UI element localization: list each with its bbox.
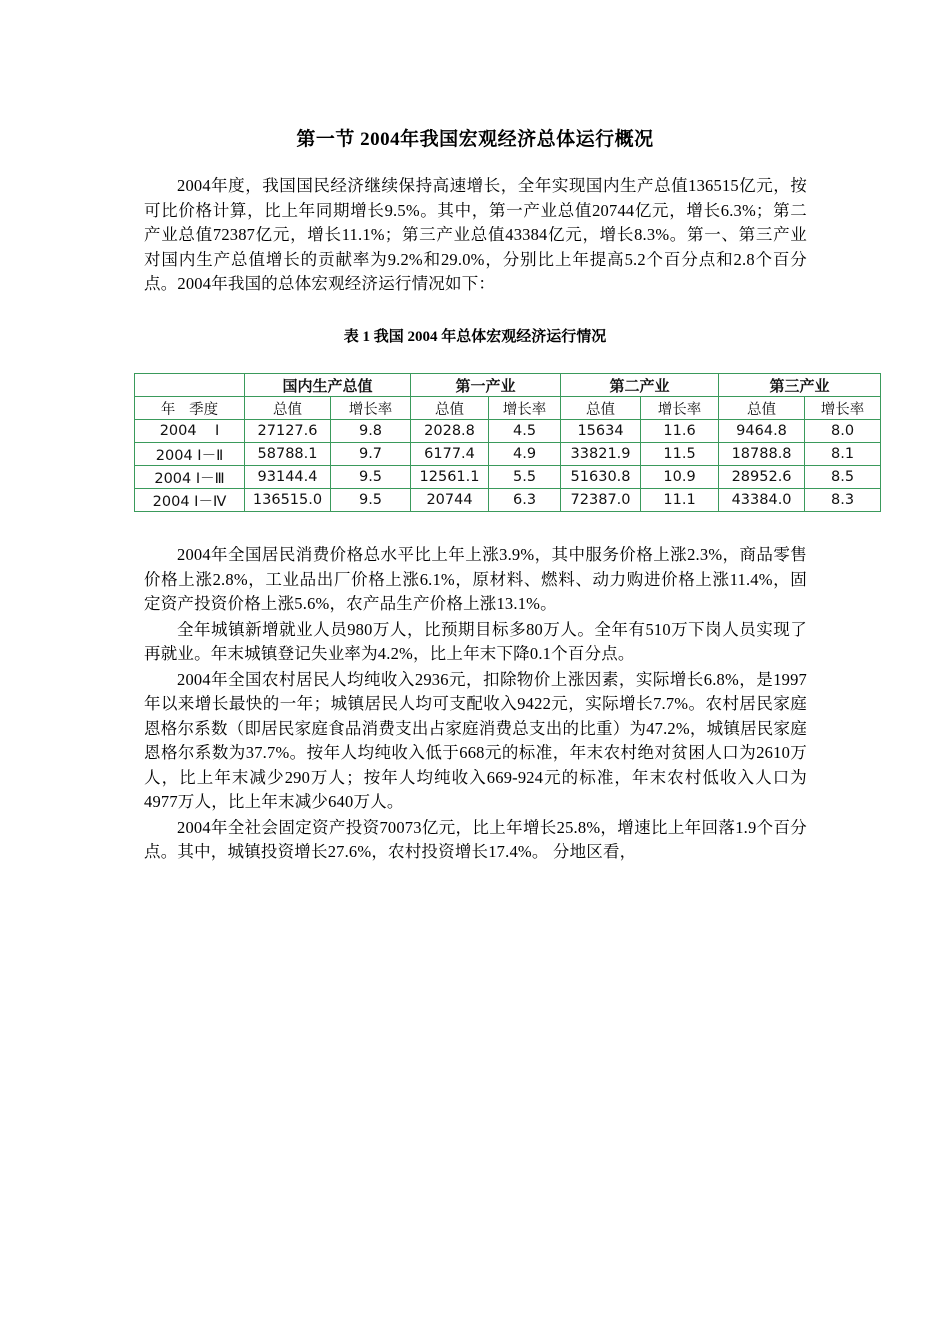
table-row: [135, 443, 881, 466]
sub-header: 总值: [245, 397, 331, 420]
table-cell: 11.6: [641, 420, 719, 443]
table-cell: 9464.8: [719, 420, 805, 443]
sub-header: 总值: [411, 397, 489, 420]
period-cell: 2004 Ⅰ－Ⅳ: [135, 489, 245, 512]
paragraph-income: 2004年全国农村居民人均纯收入2936元，扣除物价上涨因素，实际增长6.8%，是1997年以来增长最快的一年；城镇居民人均可支配收入9422元，实际增长7.7%。农村居民家庭恩格尔系数（即居民家庭食品消费支出占家庭消费总支出的比重）为47.2%，城镇居民家庭恩格尔系数为37.7%。按年人均纯收入低于668元的标准，年末农村绝对贫困人口为2610万人，比上年末减少290万人；按年人均纯收入669-924元的标准，年末农村低收入人口为4977万人，比上年末减少640万人。: [144, 669, 807, 811]
table-cell: 4.9: [489, 443, 561, 466]
table-cell: 136515.0: [245, 489, 331, 512]
sub-header: 总值: [719, 397, 805, 420]
table-cell: 15634: [561, 420, 641, 443]
table-cell: 28952.6: [719, 466, 805, 489]
row-header-label: 年 季度: [135, 397, 245, 420]
table-cell: 51630.8: [561, 466, 641, 489]
table-cell: 58788.1: [245, 443, 331, 466]
intro-block: [144, 174, 807, 297]
group-header-row: [135, 374, 881, 397]
corner-cell: [135, 374, 245, 397]
table-cell: 11.5: [641, 443, 719, 466]
table-caption: 表 1 我国 2004 年总体宏观经济运行情况: [343, 329, 607, 345]
body-text: [144, 543, 807, 866]
sub-header: 增长率: [331, 397, 411, 420]
table-row: [135, 489, 881, 512]
sub-header: 增长率: [805, 397, 881, 420]
table-cell: 8.1: [805, 443, 881, 466]
paragraph-investment: 2004年全社会固定资产投资70073亿元，比上年增长25.8%，增速比上年回落1.9个百分点。其中，城镇投资增长27.6%，农村投资增长17.4%。 分地区看，: [144, 817, 807, 861]
table-cell: 6177.4: [411, 443, 489, 466]
table-cell: 72387.0: [561, 489, 641, 512]
period-cell: 2004 Ⅰ－Ⅱ: [135, 443, 245, 466]
table-cell: 2028.8: [411, 420, 489, 443]
table-cell: 5.5: [489, 466, 561, 489]
table-cell: 10.9: [641, 466, 719, 489]
table-cell: 6.3: [489, 489, 561, 512]
paragraph-employment: 全年城镇新增就业人员980万人，比预期目标多80万人。全年有510万下岗人员实现了再就业。年末城镇登记失业率为4.2%，比上年末下降0.1个百分点。: [144, 619, 807, 663]
sub-header: 总值: [561, 397, 641, 420]
table-cell: 18788.8: [719, 443, 805, 466]
sub-header: 增长率: [489, 397, 561, 420]
table-cell: 8.3: [805, 489, 881, 512]
table-cell: 33821.9: [561, 443, 641, 466]
table-cell: 4.5: [489, 420, 561, 443]
intro-paragraph: 2004年度，我国国民经济继续保持高速增长，全年实现国内生产总值136515亿元，按可比价格计算，比上年同期增长9.5%。其中，第一产业总值20744亿元，增长6.3%；第二产业总值72387亿元，增长11.1%；第三产业总值43384亿元，增长8.3%。第一、第三产业对国内生产总值增长的贡献率为9.2%和29.0%，分别比上年提高5.2个百分点和2.8个百分点。2004年我国的总体宏观经济运行情况如下：: [144, 176, 807, 293]
group-header-tertiary: 第三产业: [719, 374, 881, 397]
paragraph-prices: 2004年全国居民消费价格总水平比上年上涨3.9%，其中服务价格上涨2.3%，商品零售价格上涨2.8%，工业品出厂价格上涨6.1%，原材料、燃料、动力购进价格上涨11.4%，固定资产投资价格上涨5.6%，农产品生产价格上涨13.1%。: [144, 545, 807, 613]
table-cell: 43384.0: [719, 489, 805, 512]
table-cell: 9.8: [331, 420, 411, 443]
section-title: 第一节 2004年我国宏观经济总体运行概况: [296, 129, 654, 150]
group-header-gdp: 国内生产总值: [245, 374, 411, 397]
table-cell: 8.5: [805, 466, 881, 489]
table-cell: 20744: [411, 489, 489, 512]
macro-economy-table: [134, 373, 881, 512]
table-row: [135, 420, 881, 443]
table-cell: 9.5: [331, 489, 411, 512]
sub-header: 增长率: [641, 397, 719, 420]
table-cell: 27127.6: [245, 420, 331, 443]
table-cell: 93144.4: [245, 466, 331, 489]
table-cell: 9.7: [331, 443, 411, 466]
table-cell: 11.1: [641, 489, 719, 512]
group-header-primary: 第一产业: [411, 374, 561, 397]
period-cell: 2004 Ⅰ－Ⅲ: [135, 466, 245, 489]
sub-header-row: [135, 397, 881, 420]
table-row: [135, 466, 881, 489]
period-cell: 2004 Ⅰ: [135, 420, 245, 443]
table-cell: 8.0: [805, 420, 881, 443]
group-header-secondary: 第二产业: [561, 374, 719, 397]
table-cell: 12561.1: [411, 466, 489, 489]
table-cell: 9.5: [331, 466, 411, 489]
